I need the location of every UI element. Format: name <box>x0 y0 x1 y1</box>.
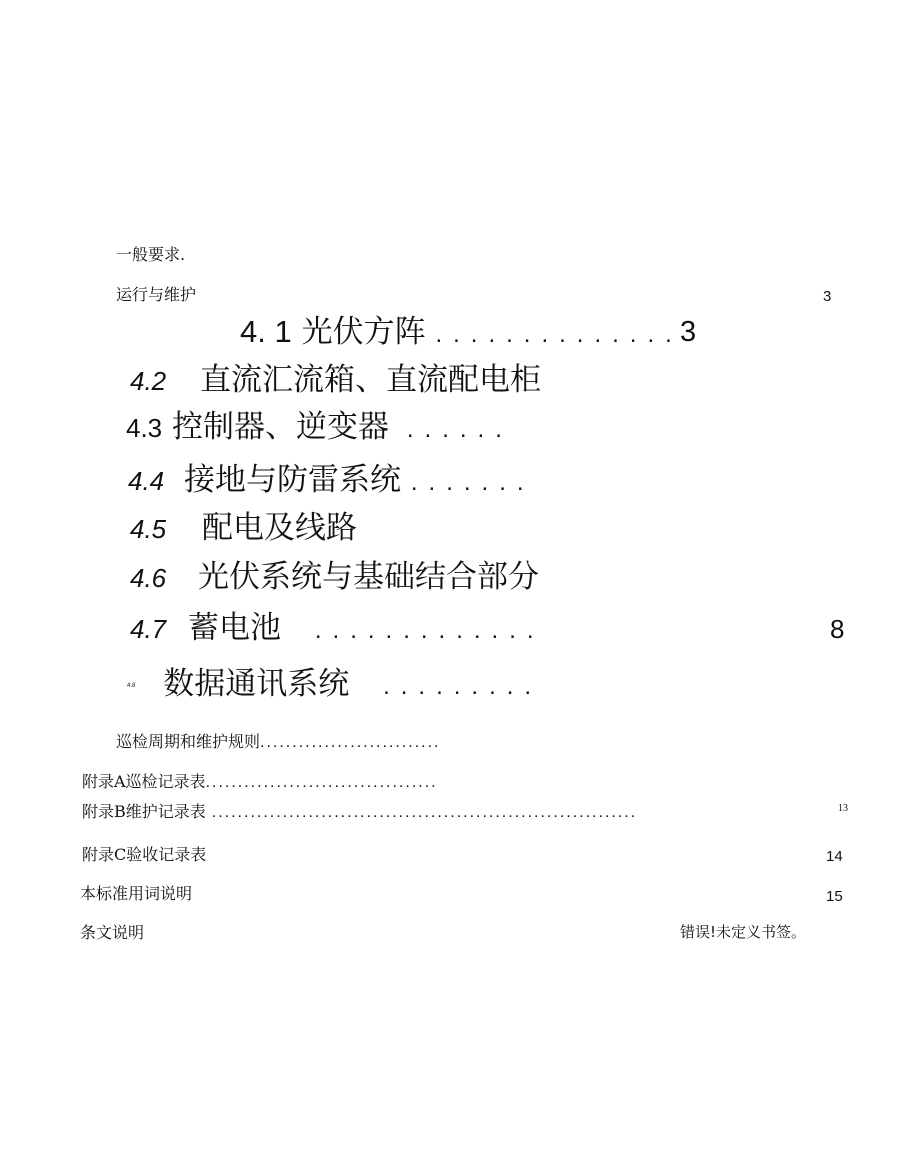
toc-4-7-leader: ............. <box>314 617 545 644</box>
toc-4-4 <box>128 462 535 498</box>
toc-4-7-page: 8 <box>830 614 845 644</box>
toc-4-4-number: 4.4 <box>128 466 165 496</box>
toc-appendix-a-title: 附录A巡检记录表 <box>82 772 206 791</box>
toc-explanation <box>80 925 144 941</box>
toc-terms-page: 15 <box>826 888 843 905</box>
toc-terms <box>80 886 192 902</box>
toc-4-6-number: 4.6 <box>130 563 167 593</box>
toc-appendix-c-title: 附录C验收记录表 <box>82 845 207 864</box>
toc-terms-title: 本标准用词说明 <box>80 884 193 903</box>
toc-appendix-c <box>82 847 206 863</box>
toc-4-2-number: 4.2 <box>130 366 167 396</box>
toc-4-4-leader: ....... <box>410 469 535 496</box>
toc-4-3-title: 控制器、逆变器 <box>172 409 390 445</box>
toc-appendix-b-leader: .................................................................. <box>211 804 638 821</box>
toc-4-5 <box>130 510 358 546</box>
toc-4-1-page: 3 <box>680 316 697 348</box>
toc-4-7-title: 蓄电池 <box>188 610 282 646</box>
toc-appendix-b-page: 13 <box>838 803 848 814</box>
toc-4-7 <box>130 610 545 646</box>
toc-4-1-number: 4. 1 <box>240 314 292 349</box>
toc-inspection <box>116 734 440 751</box>
toc-4-8 <box>127 666 543 702</box>
toc-4-2-title: 直流汇流箱、直流配电柜 <box>200 362 542 398</box>
toc-4-1-leader: .............. <box>435 321 683 348</box>
toc-4-8-leader: ......... <box>383 673 543 700</box>
toc-ops-title: 运行与维护 <box>116 285 197 304</box>
toc-4-3-leader: ...... <box>406 416 513 443</box>
toc-4-1 <box>240 316 683 348</box>
toc-explanation-page: 错误!未定义书签。 <box>680 923 807 941</box>
toc-4-4-title: 接地与防雷系统 <box>184 462 402 498</box>
toc-general-title: 一般要求. <box>116 245 186 264</box>
toc-4-3-number: 4.3 <box>126 413 163 443</box>
toc-4-6-title: 光伏系统与基础结合部分 <box>198 559 540 595</box>
toc-4-8-number: 4.8 <box>127 682 136 689</box>
toc-4-5-number: 4.5 <box>130 514 167 544</box>
toc-ops <box>116 287 196 303</box>
toc-appendix-b-title: 附录B维护记录表 <box>82 802 206 821</box>
toc-4-7-number: 4.7 <box>130 614 167 644</box>
toc-appendix-a-leader: .................................... <box>205 774 438 791</box>
toc-inspection-leader: ............................ <box>260 734 441 751</box>
toc-appendix-c-page: 14 <box>826 848 843 865</box>
toc-4-1-title: 光伏方阵 <box>301 314 426 350</box>
toc-4-3 <box>126 409 513 445</box>
toc-explanation-title: 条文说明 <box>80 923 145 942</box>
toc-general <box>116 247 185 263</box>
toc-4-5-title: 配电及线路 <box>202 510 358 546</box>
toc-inspection-title: 巡检周期和维护规则 <box>116 732 261 751</box>
toc-appendix-b <box>82 804 637 821</box>
toc-4-8-title: 数据通讯系统 <box>163 666 350 702</box>
toc-appendix-a <box>82 774 438 791</box>
toc-4-6 <box>130 559 540 595</box>
toc-4-2 <box>130 362 542 398</box>
toc-ops-page: 3 <box>823 288 832 305</box>
